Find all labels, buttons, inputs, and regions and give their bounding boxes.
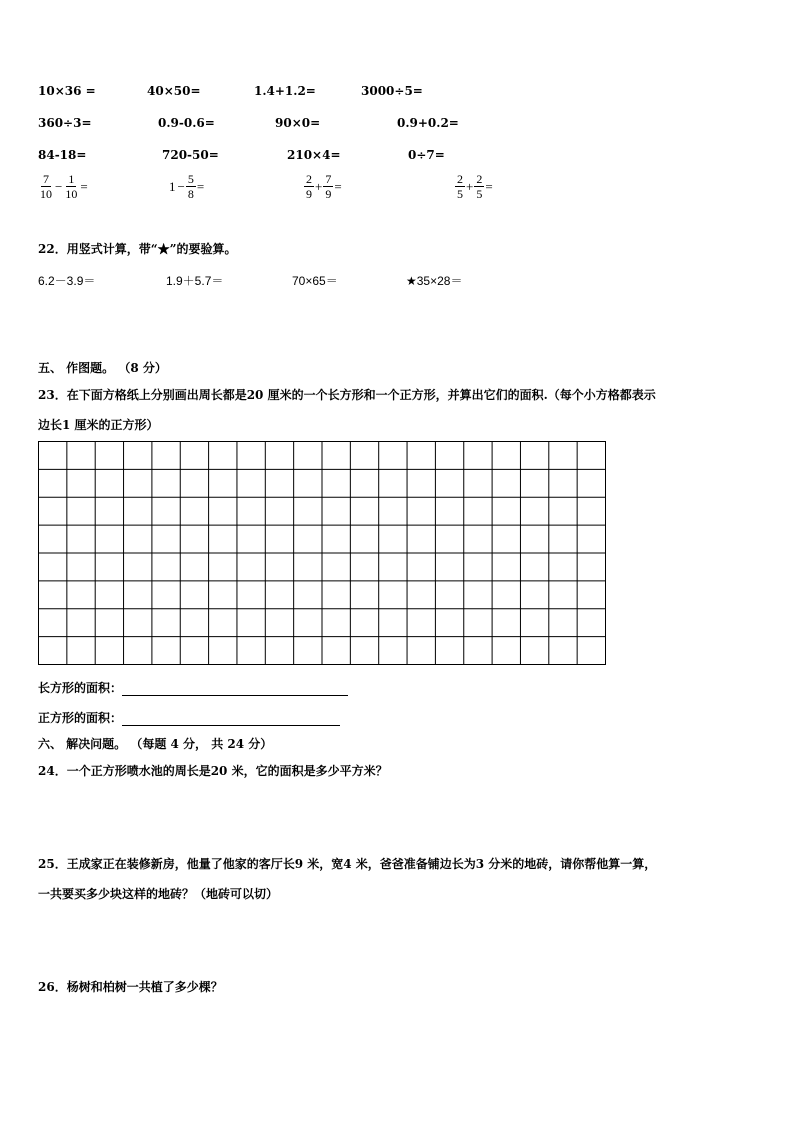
denominator: 10 bbox=[40, 187, 52, 201]
fraction-expression bbox=[38, 172, 89, 201]
rectangle-area-row bbox=[38, 679, 348, 696]
operator: + bbox=[466, 178, 474, 194]
oral-item: 10×36 = bbox=[38, 84, 96, 98]
numerator: 2 bbox=[476, 172, 483, 186]
fraction bbox=[455, 172, 465, 201]
square-area-label: 正方形的面积： bbox=[38, 711, 123, 725]
oral-item: 3000÷5= bbox=[361, 84, 423, 98]
whole-number: 1 bbox=[169, 178, 176, 194]
fraction bbox=[323, 172, 333, 201]
fraction bbox=[304, 172, 314, 201]
vertical-calc-item: 70×65＝ bbox=[292, 274, 338, 288]
equals: = bbox=[80, 178, 88, 194]
vertical-calc-item: ★35×28＝ bbox=[406, 274, 463, 288]
numerator: 2 bbox=[306, 172, 312, 186]
question-23-line-1: 23．在下面方格纸上分别画出周长都是20 厘米的一个长方形和一个正方形，并算出它们的面积.（每个小方格都表示 bbox=[38, 388, 656, 402]
fraction bbox=[38, 172, 54, 201]
denominator: 10 bbox=[65, 187, 78, 201]
oral-item: 40×50= bbox=[147, 84, 201, 98]
question-23-line-2: 边长1 厘米的正方形） bbox=[38, 418, 159, 432]
oral-item: 720-50= bbox=[162, 148, 219, 162]
operator: − bbox=[55, 178, 63, 194]
oral-item: 84-18= bbox=[38, 148, 87, 162]
rectangle-area-answer-blank[interactable] bbox=[122, 683, 348, 696]
numerator: 1 bbox=[68, 172, 75, 186]
equals: = bbox=[485, 178, 493, 194]
numerator: 7 bbox=[325, 172, 332, 186]
vertical-calc-item: 1.9＋5.7＝ bbox=[166, 274, 224, 288]
oral-item: 90×0= bbox=[275, 116, 321, 130]
equals: = bbox=[196, 178, 205, 194]
operator: + bbox=[315, 178, 323, 194]
numerator: 2 bbox=[457, 172, 463, 186]
oral-item: 360÷3= bbox=[38, 116, 92, 130]
fraction-expression bbox=[455, 172, 494, 201]
square-grid-paper[interactable] bbox=[38, 441, 606, 665]
fraction bbox=[186, 172, 196, 201]
oral-item: 0.9+0.2= bbox=[397, 116, 459, 130]
fraction bbox=[474, 172, 484, 201]
question-22-title: 22．用竖式计算，带“★”的要验算。 bbox=[38, 242, 237, 256]
equals: = bbox=[334, 178, 342, 194]
oral-item: 210×4= bbox=[287, 148, 341, 162]
vertical-calc-item: 6.2－3.9＝ bbox=[38, 274, 96, 288]
denominator: 5 bbox=[476, 187, 483, 201]
question-25-line-1: 25．王成家正在装修新房，他量了他家的客厅长9 米，宽4 米，爸爸准备铺边长为3 分米的地砖，请你帮他算一算， bbox=[38, 857, 657, 871]
fraction-expression bbox=[304, 172, 343, 201]
denominator: 5 bbox=[457, 187, 463, 201]
square-area-row bbox=[38, 709, 340, 726]
fraction bbox=[63, 172, 79, 201]
operator: − bbox=[177, 178, 185, 194]
oral-item: 0÷7= bbox=[408, 148, 445, 162]
oral-item: 0.9-0.6= bbox=[158, 116, 215, 130]
section-6-heading: 六、 解决问题。 （每题 4 分， 共 24 分） bbox=[38, 737, 273, 751]
denominator: 8 bbox=[187, 187, 194, 201]
fraction-expression bbox=[168, 172, 205, 201]
numerator: 7 bbox=[43, 172, 49, 186]
denominator: 9 bbox=[325, 187, 332, 201]
numerator: 5 bbox=[187, 172, 194, 186]
oral-item: 1.4+1.2= bbox=[254, 84, 316, 98]
square-area-answer-blank[interactable] bbox=[122, 713, 340, 726]
question-24: 24．一个正方形喷水池的周长是20 米，它的面积是多少平方米？ bbox=[38, 764, 388, 778]
section-5-heading: 五、 作图题。 （8 分） bbox=[38, 361, 167, 375]
denominator: 9 bbox=[306, 187, 312, 201]
rectangle-area-label: 长方形的面积： bbox=[38, 681, 123, 695]
question-26: 26．杨树和柏树一共植了多少棵？ bbox=[38, 980, 223, 994]
question-25-line-2: 一共要买多少块这样的地砖？（地砖可以切） bbox=[38, 887, 279, 901]
